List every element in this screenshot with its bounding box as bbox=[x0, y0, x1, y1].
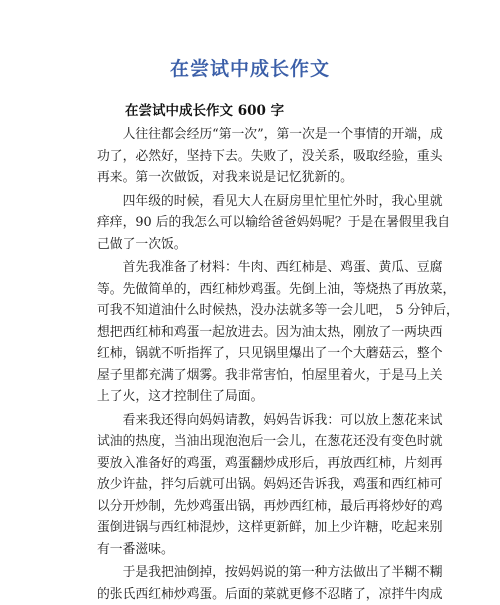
text-line: 放少许盐，拌匀后就可出锅。妈妈还告诉我，鸡蛋和西红柿可 bbox=[97, 474, 422, 496]
text-line: 以分开炒制，先炒鸡蛋出锅，再炒西红柿，最后再将炒好的鸡 bbox=[97, 496, 422, 518]
text-line: 功了，必然好，坚持下去。失败了，没关系，吸取经验，重头 bbox=[97, 146, 422, 168]
text-line: 等。先做简单的，西红柿炒鸡蛋。先倒上油，等烧热了再放菜， bbox=[97, 279, 422, 301]
text-line: 有一番滋味。 bbox=[97, 539, 422, 561]
text-line: 想把西红柿和鸡蛋一起放进去。因为油太热，刚放了一两块西 bbox=[97, 322, 422, 344]
text-line: 红柿，锅就不听指挥了，只见锅里爆出了一个大蘑菇云，整个 bbox=[97, 343, 422, 365]
text-line: 再来。第一次做饭，对我来说是记忆犹新的。 bbox=[97, 167, 422, 189]
text-line: 四年级的时候，看见大人在厨房里忙里忙外时，我心里就 bbox=[97, 191, 422, 213]
text-line: 可我不知道油什么时候热，没办法就多等一会儿吧， 5 分钟后， bbox=[97, 300, 422, 322]
paragraph bbox=[97, 562, 422, 605]
text-line: 上了火，这才控制住了局面。 bbox=[97, 386, 422, 408]
text-line: 首先我准备了材料：牛肉、西红柿是、鸡蛋、黄瓜、豆腐 bbox=[97, 257, 422, 279]
paragraph bbox=[97, 257, 422, 408]
text-line: 试油的热度，当油出现泡泡后一会儿，在葱花还没有变色时就 bbox=[97, 431, 422, 453]
text-line: 看来我还得向妈妈请教，妈妈告诉我：可以放上葱花来试 bbox=[97, 410, 422, 432]
text-line: 蛋倒进锅与西红柿混炒，这样更新鲜，加上少许糖，吃起来别 bbox=[97, 517, 422, 539]
text-line: 的张氏西红柿炒鸡蛋。后面的菜就更修不忍睹了，凉拌牛肉成 bbox=[97, 584, 422, 605]
text-line: 人往往都会经历“第一次”，第一次是一个事情的开端，成 bbox=[97, 124, 422, 146]
text-line: 屋子里都充满了烟雾。我非常害怕，怕屋里着火，于是马上关 bbox=[97, 365, 422, 387]
paragraph bbox=[97, 191, 422, 256]
article-body bbox=[97, 124, 422, 605]
paragraph bbox=[97, 410, 422, 561]
article-subtitle: 在尝试中成长作文 600 字 bbox=[125, 99, 284, 119]
text-line: 要放入准备好的鸡蛋，鸡蛋翻炒成形后，再放西红柿，片刻再 bbox=[97, 453, 422, 475]
paragraph bbox=[97, 124, 422, 189]
page-title: 在尝试中成长作文 bbox=[0, 54, 500, 81]
text-line: 痒痒，90 后的我怎么可以输给爸爸妈妈呢？于是在暑假里我自 bbox=[97, 212, 422, 234]
text-line: 己做了一次饭。 bbox=[97, 234, 422, 256]
text-line: 于是我把油倒掉，按妈妈说的第一种方法做出了半糊不糊 bbox=[97, 562, 422, 584]
